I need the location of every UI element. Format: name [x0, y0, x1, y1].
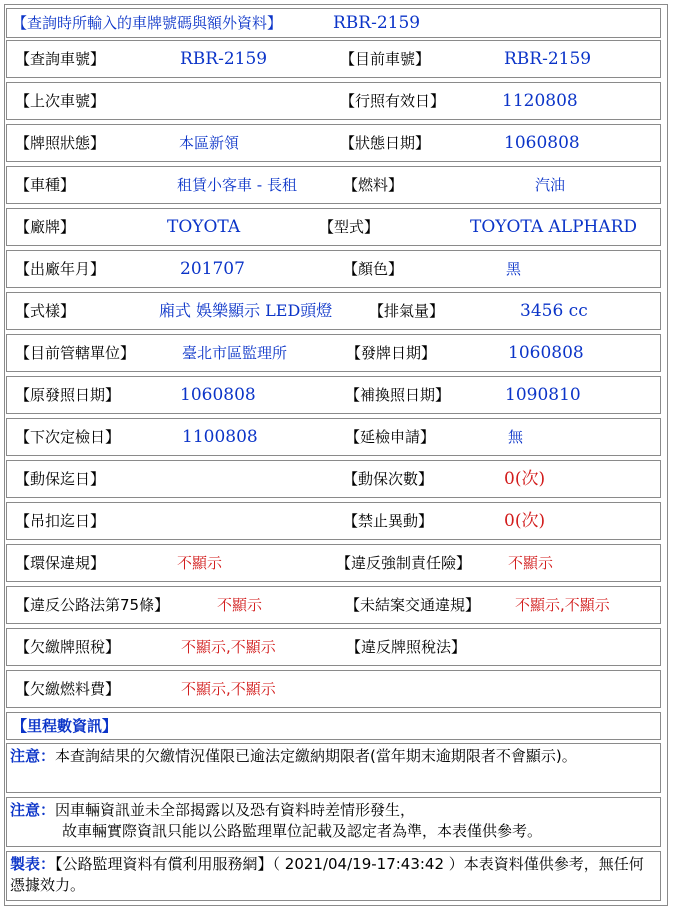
value-vehicle-type: 租賃小客車 - 長租 [177, 176, 297, 194]
header-title: 【查詢時所輸入的車牌號碼與額外資料】 [12, 14, 283, 32]
label-suspension-end: 【吊扣迄日】 [15, 512, 106, 530]
label-query-plate: 【查詢車號】 [15, 50, 106, 68]
label-lien-count: 【動保次數】 [343, 470, 434, 488]
label-brand: 【廠牌】 [15, 218, 76, 236]
label-displacement: 【排氣量】 [369, 302, 445, 320]
label-status-date: 【狀態日期】 [340, 134, 431, 152]
note-arrears [6, 743, 661, 793]
value-license-valid: 1120808 [502, 91, 578, 111]
label-plate-status: 【牌照狀態】 [15, 134, 106, 152]
label-fuel: 【燃料】 [343, 176, 404, 194]
value-transfer-ban: 0(次) [504, 511, 546, 531]
value-unpaid-license-tax: 不顯示,不顯示 [181, 638, 276, 656]
label-insurance-violation: 【違反強制責任險】 [336, 554, 472, 572]
mileage-row [6, 712, 661, 740]
label-issue-date: 【發牌日期】 [346, 344, 437, 362]
label-transfer-ban: 【禁止異動】 [343, 512, 434, 530]
row-highway-law [6, 586, 661, 624]
row-manufacture [6, 250, 661, 288]
row-suspension [6, 502, 661, 540]
value-brand: TOYOTA [167, 217, 241, 237]
value-style: 廂式 娛樂顯示 LED頭燈 [159, 301, 333, 320]
label-color: 【顏色】 [343, 260, 404, 278]
row-last-plate [6, 82, 661, 120]
label-style: 【式樣】 [15, 302, 76, 320]
row-vehicle-type [6, 166, 661, 204]
label-lien-end-date: 【動保迄日】 [15, 470, 106, 488]
row-plate [6, 40, 661, 78]
note-disclaimer-line1: 因車輛資訊並未全部揭露以及恐有資料時差情形發生， [55, 801, 416, 819]
row-fuel-fee [6, 670, 661, 708]
label-original-license-date: 【原發照日期】 [15, 386, 121, 404]
row-plate-status [6, 124, 661, 162]
header-plate: RBR-2159 [333, 13, 421, 33]
value-next-inspection: 1100808 [182, 427, 258, 447]
label-open-traffic-violations: 【未結案交通違規】 [345, 596, 481, 614]
value-env-violation: 不顯示 [177, 554, 223, 572]
value-plate-status: 本區新領 [179, 134, 240, 152]
note-disclaimer-line2: 故車輛實際資訊只能以公路監理單位記載及認定者為準，本表僅供參考。 [62, 822, 543, 840]
row-next-inspection [6, 418, 661, 456]
row-env-violation [6, 544, 661, 582]
label-vehicle-type: 【車種】 [15, 176, 76, 194]
value-jurisdiction: 臺北市區監理所 [182, 344, 288, 362]
value-extension-request: 無 [508, 428, 524, 446]
label-extension-request: 【延檢申請】 [345, 428, 436, 446]
label-unpaid-license-tax: 【欠繳牌照稅】 [15, 638, 121, 656]
value-original-license-date: 1060808 [180, 385, 256, 405]
row-license-tax [6, 628, 661, 666]
value-open-traffic-violations: 不顯示,不顯示 [515, 596, 610, 614]
row-brand [6, 208, 661, 246]
value-model: TOYOTA ALPHARD [470, 217, 638, 237]
note-disclaimer-label: 注意： [10, 801, 56, 819]
label-reissue-date: 【補換照日期】 [345, 386, 451, 404]
label-next-inspection: 【下次定檢日】 [15, 428, 121, 446]
label-env-violation: 【環保違規】 [15, 554, 106, 572]
note-arrears-text: 本查詢結果的欠繳情況僅限已逾法定繳納期限者(當年期末逾期限者不會顯示)。 [55, 747, 577, 765]
mileage-title: 【里程數資訊】 [12, 717, 118, 735]
header-row [6, 8, 661, 38]
value-displacement: 3456 cc [520, 301, 588, 321]
row-style [6, 292, 661, 330]
label-last-plate: 【上次車號】 [15, 92, 106, 110]
note-arrears-label: 注意： [10, 747, 56, 765]
label-license-tax-violation: 【違反牌照稅法】 [346, 638, 467, 656]
label-manufacture-date: 【出廠年月】 [15, 260, 106, 278]
note-disclaimer [6, 797, 661, 847]
row-original-license [6, 376, 661, 414]
note-issuer-text: 【公路監理資料有償利用服務網】（ 2021/04/19-17:43:42 ）本表資料僅供參考，無任何憑據效力。 [10, 855, 644, 894]
value-status-date: 1060808 [504, 133, 580, 153]
value-reissue-date: 1090810 [505, 385, 581, 405]
value-color: 黑 [506, 260, 522, 278]
value-query-plate: RBR-2159 [180, 49, 268, 69]
label-model: 【型式】 [319, 218, 380, 236]
value-current-plate: RBR-2159 [504, 49, 592, 69]
label-jurisdiction: 【目前管轄單位】 [15, 344, 136, 362]
value-issue-date: 1060808 [508, 343, 584, 363]
note-issuer-label: 製表： [10, 855, 56, 873]
value-lien-count: 0(次) [504, 469, 546, 489]
value-highway-law-violation: 不顯示 [217, 596, 263, 614]
value-insurance-violation: 不顯示 [508, 554, 554, 572]
row-lien-end [6, 460, 661, 498]
label-license-valid: 【行照有效日】 [340, 92, 446, 110]
value-fuel: 汽油 [535, 176, 566, 194]
row-jurisdiction [6, 334, 661, 372]
note-issuer [6, 851, 661, 901]
label-unpaid-fuel-fee: 【欠繳燃料費】 [15, 680, 121, 698]
value-manufacture-date: 201707 [180, 259, 245, 279]
value-unpaid-fuel-fee: 不顯示,不顯示 [181, 680, 276, 698]
label-current-plate: 【目前車號】 [340, 50, 431, 68]
label-highway-law-violation: 【違反公路法第75條】 [15, 596, 170, 614]
